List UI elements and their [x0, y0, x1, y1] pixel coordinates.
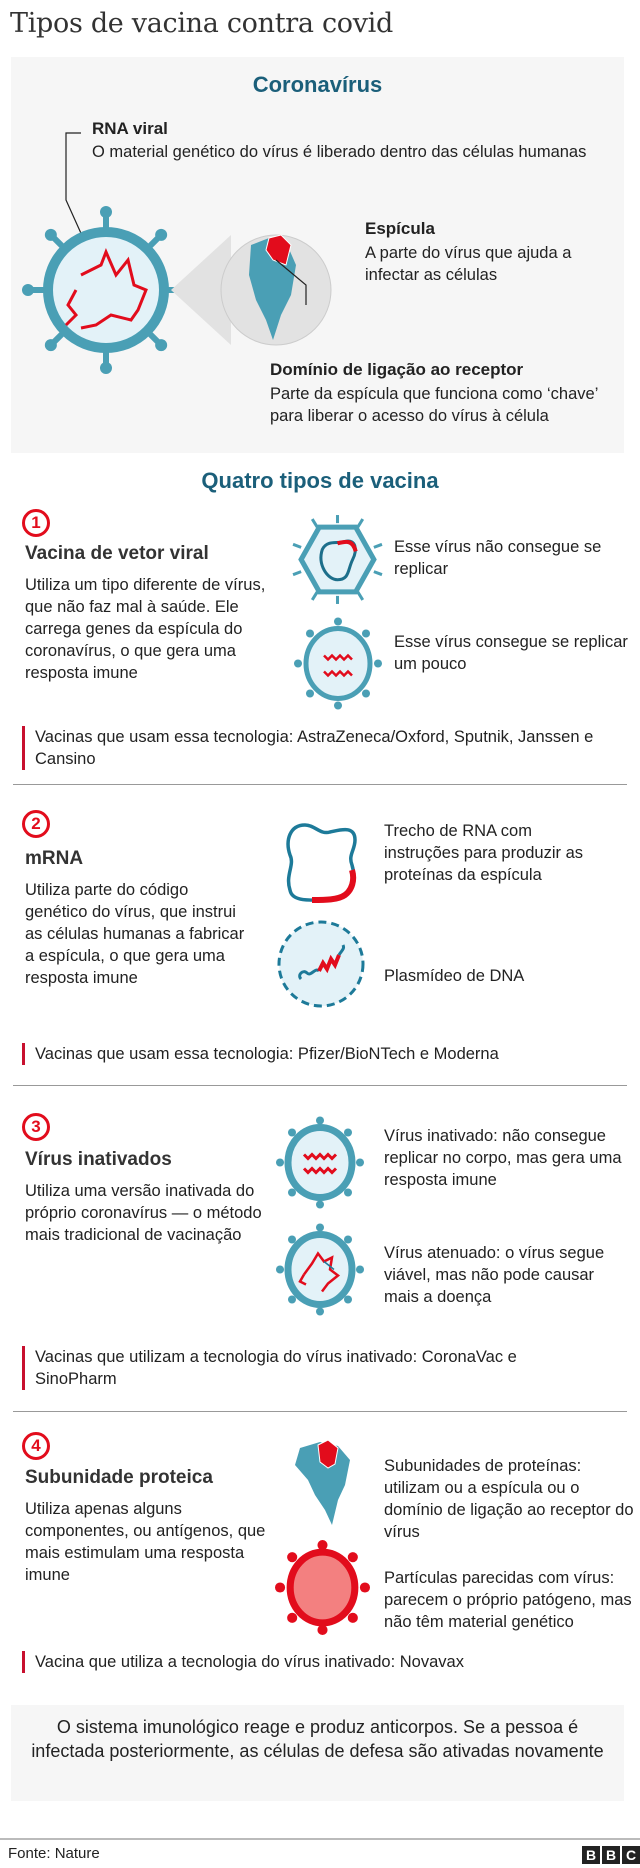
footer-divider	[0, 1838, 640, 1840]
types-heading: Quatro tipos de vacina	[201, 468, 439, 493]
rna-strand-icon	[280, 820, 360, 905]
type-1-item-1-text: Esse vírus não consegue se replicar	[394, 538, 602, 578]
spike-desc: A parte do vírus que ajuda a infectar as células	[365, 244, 572, 284]
type-2-item-1-text: Trecho de RNA com instruções para produzir as proteínas da espícula	[384, 822, 584, 884]
type-2-usage: Vacinas que usam essa tecnologia: Pfizer/BioNTech e Moderna	[22, 1043, 602, 1065]
page-title: Tipos de vacina contra covid	[10, 8, 393, 39]
type-1-item-2-text: Esse vírus consegue se replicar um pouco	[394, 633, 628, 673]
type-4-desc: Utiliza apenas alguns componentes, ou antígenos, que mais estimulam uma resposta imune	[25, 1500, 266, 1584]
spike-label: Espícula	[365, 219, 435, 238]
conclusion-text: O sistema imunológico reage e produz anticorpos. Se a pessoa é infectada posteriormente, as células de defesa são ativadas novamente	[31, 1717, 604, 1761]
replicating-virus-icon	[293, 616, 383, 711]
type-2-title: mRNA	[25, 848, 84, 869]
divider	[13, 784, 627, 785]
type-4-title: Subunidade proteica	[25, 1467, 213, 1488]
type-3-desc: Utiliza uma versão inativada do próprio coronavírus — o método mais tradicional de vacinação	[25, 1182, 262, 1244]
hexagon-virus-icon	[290, 512, 385, 607]
type-3-item-2-text: Vírus atenuado: o vírus segue viável, mas não pode causar mais a doença	[384, 1244, 605, 1306]
rbd-desc: Parte da espícula que funciona como ‘chave’ para liberar o acesso do vírus à célula	[270, 385, 598, 425]
type-4-usage: Vacina que utiliza a tecnologia do vírus inativado: Novavax	[22, 1651, 602, 1673]
type-3-title: Vírus inativados	[25, 1149, 172, 1170]
source-text: Fonte: Nature	[8, 1845, 100, 1862]
rbd-label: Domínio de ligação ao receptor	[270, 360, 524, 379]
coronavirus-heading: Coronavírus	[252, 72, 383, 97]
type-2-item-2-text: Plasmídeo de DNA	[384, 967, 525, 985]
rna-viral-desc: O material genético do vírus é liberado dentro das células humanas	[92, 143, 587, 161]
type-4-number: 4	[22, 1432, 50, 1460]
bbc-logo-letter: C	[622, 1846, 640, 1864]
protein-subunit-icon	[290, 1440, 360, 1530]
type-1-number: 1	[22, 509, 50, 537]
type-1-desc: Utiliza um tipo diferente de vírus, que não faz mal à saúde. Ele carrega genes da espícula do coronavírus, o que gera uma resposta imune	[25, 576, 266, 682]
type-3-number: 3	[22, 1113, 50, 1141]
rna-viral-label: RNA viral	[92, 119, 168, 138]
virus-like-particle-icon	[275, 1540, 370, 1635]
type-1-usage: Vacinas que usam essa tecnologia: AstraZeneca/Oxford, Sputnik, Janssen e Cansino	[22, 726, 602, 770]
type-2-desc: Utiliza parte do código genético do vírus, que instrui as células humanas a fabricar a espícula, o que gera uma resposta imune	[25, 881, 245, 987]
inactivated-virus-icon	[275, 1115, 365, 1210]
type-4-item-1-text: Subunidades de proteínas: utilizam ou a espícula ou o domínio de ligação ao receptor do vírus	[384, 1457, 634, 1541]
dna-plasmid-icon	[275, 918, 367, 1010]
bbc-logo-letter: B	[602, 1846, 620, 1864]
type-2-number: 2	[22, 810, 50, 838]
divider	[13, 1085, 627, 1086]
type-4-item-2-text: Partículas parecidas com vírus: parecem o próprio patógeno, mas não têm material genético	[384, 1569, 632, 1631]
bbc-logo-letter: B	[582, 1846, 600, 1864]
bbc-logo	[582, 1846, 640, 1864]
coronavirus-icon	[22, 206, 190, 374]
type-3-usage: Vacinas que utilizam a tecnologia do vírus inativado: CoronaVac e SinoPharm	[22, 1346, 602, 1390]
type-1-title: Vacina de vetor viral	[25, 543, 209, 564]
attenuated-virus-icon	[275, 1222, 365, 1317]
type-3-item-1-text: Vírus inativado: não consegue replicar no corpo, mas gera uma resposta imune	[384, 1127, 622, 1189]
divider	[13, 1411, 627, 1412]
